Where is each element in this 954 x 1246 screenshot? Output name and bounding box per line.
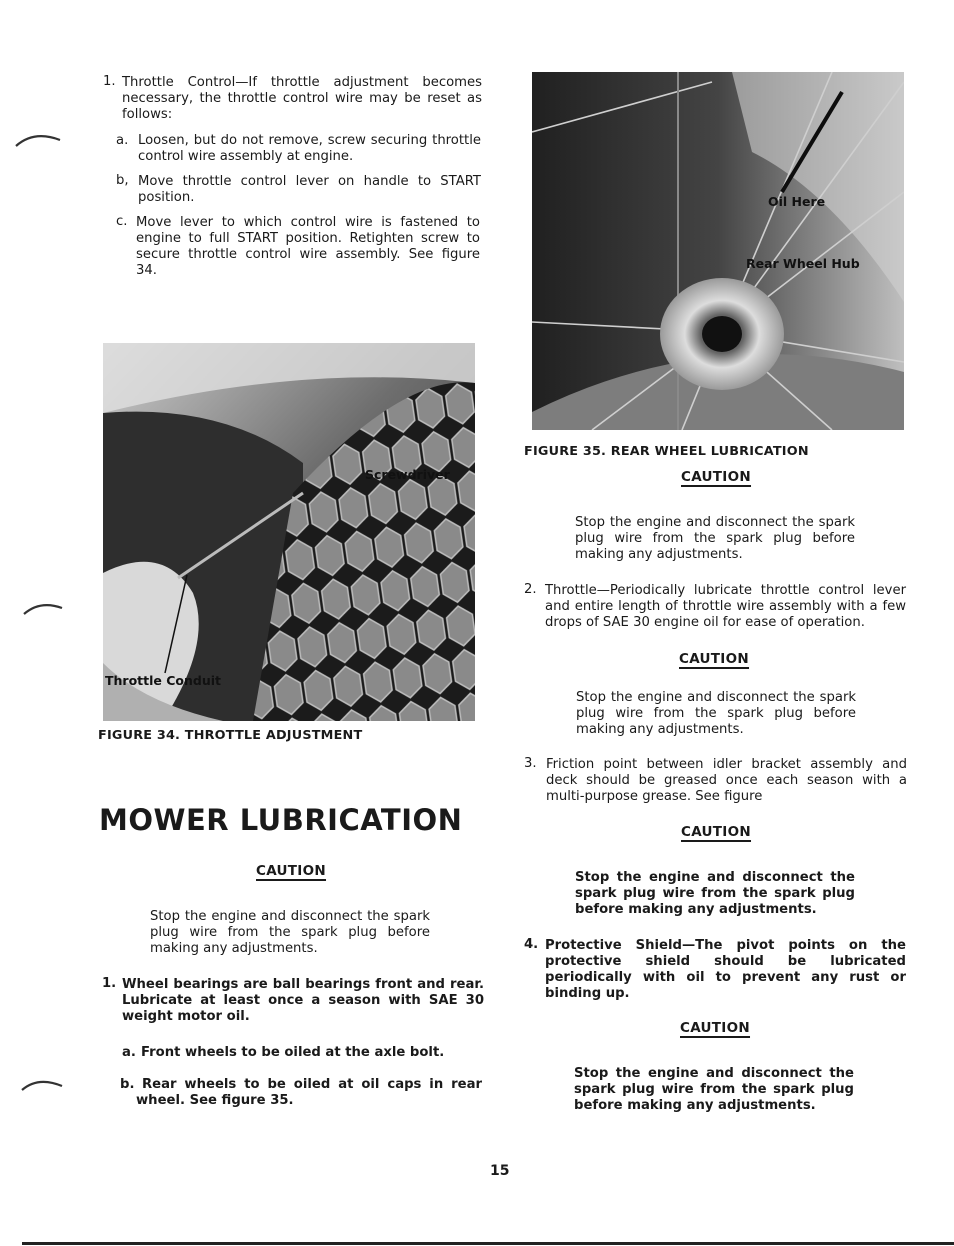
figure-34-caption: FIGURE 34. THROTTLE ADJUSTMENT [98, 728, 363, 743]
list-letter: b, [116, 173, 129, 188]
list-letter: a. [116, 133, 129, 148]
binder-hole-mark [22, 596, 66, 618]
caution-heading: CAUTION [256, 863, 327, 879]
caution-text: Stop the engine and disconnect the spark plug wire from the spark plug before making any adjustments. [576, 690, 856, 737]
list-number: 4. [524, 937, 539, 952]
list-number: 2. [524, 582, 537, 597]
binder-hole-mark [20, 1072, 66, 1094]
page-number: 15 [490, 1163, 510, 1179]
figure-34-photo [103, 343, 475, 721]
list-letter: a. [122, 1045, 136, 1060]
step-c-text: Move lever to which control wire is fastened to engine to full START position. Retighten screw to secure throttle control wire assembly. See figure 34. [136, 215, 480, 278]
oil-here-label: Oil Here [768, 194, 826, 209]
caution-text: Stop the engine and disconnect the spark plug wire from the spark plug before making any adjustments. [575, 870, 855, 917]
caution-text: Stop the engine and disconnect the spark plug wire from the spark plug before making any adjustments. [575, 515, 855, 562]
list-number: 1. [102, 976, 117, 991]
list-letter: c. [116, 214, 128, 229]
caution-heading: CAUTION [681, 469, 752, 485]
front-wheels-text: Front wheels to be oiled at the axle bolt. [141, 1045, 445, 1060]
list-letter: b. [120, 1077, 135, 1092]
wheel-bearings-text: Wheel bearings are ball bearings front and rear. Lubricate at least once a season with SAE 30 weight motor oil. [122, 977, 484, 1024]
figure-35-photo [532, 72, 904, 430]
caution-heading: CAUTION [680, 1020, 751, 1036]
caution-text: Stop the engine and disconnect the spark plug wire from the spark plug before making any adjustments. [574, 1066, 854, 1113]
protective-shield-text: Protective Shield—The pivot points on the protective shield should be lubricated periodically with oil to prevent any rust or binding up. [545, 938, 906, 1001]
bottom-rule [22, 1242, 954, 1245]
figure-35-caption: FIGURE 35. REAR WHEEL LUBRICATION [524, 444, 809, 459]
throttle-lubrication-text: Throttle—Periodically lubricate throttle control lever and entire length of throttle wire assembly with a few drops of SAE 30 engine oil for ease of operation. [545, 583, 906, 630]
rear-wheel-hub-label: Rear Wheel Hub [746, 256, 860, 271]
caution-text: Stop the engine and disconnect the spark plug wire from the spark plug before making any adjustments. [150, 909, 430, 956]
rear-wheels-text: Rear wheels to be oiled at oil caps in rear wheel. See figure 35. [136, 1077, 482, 1108]
list-number: 1. [103, 74, 116, 89]
step-a-text: Loosen, but do not remove, screw securing throttle control wire assembly at engine. [138, 133, 481, 164]
friction-point-text: Friction point between idler bracket assembly and deck should be greased once each season with a multi-purpose grease. See figure [546, 757, 907, 804]
step-b-text: Move throttle control lever on handle to START position. [138, 174, 481, 205]
section-title: MOWER LUBRICATION [99, 803, 463, 837]
throttle-control-instruction: Throttle Control—If throttle adjustment becomes necessary, the throttle control wire may be reset as follows: [122, 75, 482, 122]
list-number: 3. [524, 756, 537, 771]
binder-hole-mark [14, 128, 64, 150]
throttle-conduit-label: Throttle Conduit [105, 673, 222, 688]
caution-heading: CAUTION [679, 651, 750, 667]
caution-heading: CAUTION [681, 824, 752, 840]
screwdriver-label: Screwdriver [365, 467, 450, 482]
